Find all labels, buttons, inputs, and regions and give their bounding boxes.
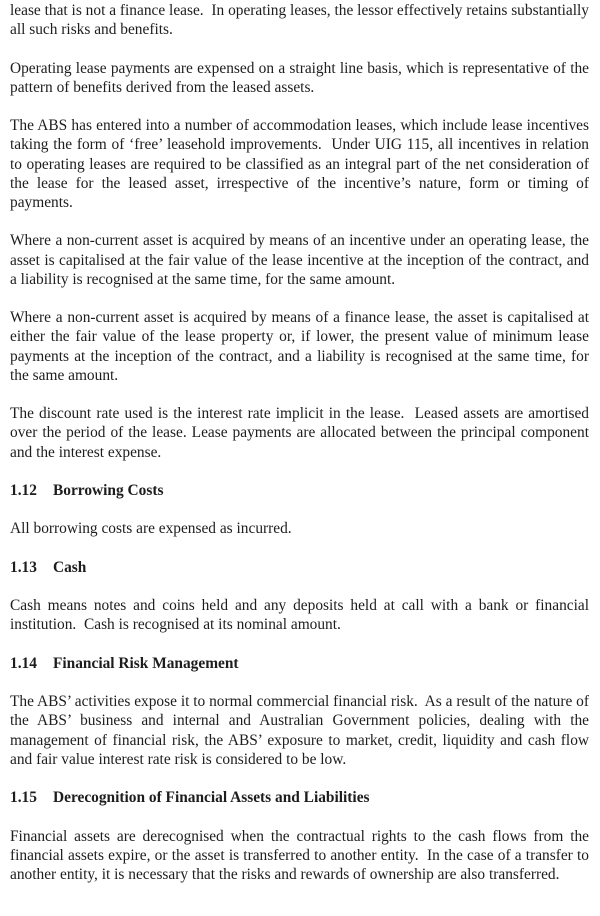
section-title: Borrowing Costs (53, 481, 164, 499)
paragraph: Where a non-current asset is acquired by means of a finance lease, the asset is capitalised at either the fair value of the lease property or, if lower, the present value of minimum lease payments at the inception of the contract, and a liability is recognised at the same time, for the same amount. (10, 309, 589, 384)
section-number: 1.15 (10, 789, 37, 807)
section-number: 1.14 (10, 654, 37, 672)
paragraph: Operating lease payments are expensed on a straight line basis, which is representative of the pattern of benefits derived from the leased assets. (10, 59, 589, 96)
paragraph: Financial assets are derecognised when the contractual rights to the cash flows from the financial assets expire, or the asset is transferred to another entity. In the case of a transfer to another entity, it is necessary that the risks and rewards of ownership are also transferred. (10, 827, 589, 883)
section-heading (10, 558, 589, 577)
paragraph: The ABS has entered into a number of accommodation leases, which include lease incentives taking the form of ‘free’ leasehold improvements. Under UIG 115, all incentives in relation to operating leases are required to be classified as an integral part of the net consideration of the lease for the leased asset, irrespective of the incentive’s nature, form or timing of payments. (10, 117, 589, 211)
section-number: 1.13 (10, 558, 37, 576)
section-heading (10, 481, 589, 500)
section-number: 1.12 (10, 481, 37, 499)
section-heading (10, 788, 589, 807)
paragraph: Cash means notes and coins held and any deposits held at call with a bank or financial institution. Cash is recognised at its nominal amount. (10, 597, 589, 634)
paragraph: The ABS’ activities expose it to normal commercial financial risk. As a result of the nature of the ABS’ business and internal and Australian Government policies, dealing with the management of financial risk, the ABS’ exposure to market, credit, liquidity and cash flow and fair value interest rate risk is considered to be low. (10, 693, 589, 768)
section-title: Derecognition of Financial Assets and Liabilities (53, 789, 370, 807)
paragraph: All borrowing costs are expensed as incurred. (10, 520, 292, 538)
section-title: Financial Risk Management (53, 654, 239, 672)
section-title: Cash (53, 558, 87, 576)
paragraph: Where a non-current asset is acquired by means of an incentive under an operating lease, the asset is capitalised at the fair value of the lease incentive at the inception of the contract, and a liability is recognised at the same time, for the same amount. (10, 232, 589, 288)
section-heading (10, 654, 589, 673)
paragraph: lease that is not a finance lease. In operating leases, the lessor effectively retains substantially all such risks and benefits. (10, 2, 589, 39)
paragraph: The discount rate used is the interest rate implicit in the lease. Leased assets are amortised over the period of the lease. Lease payments are allocated between the principal component and the interest expense. (10, 405, 589, 461)
